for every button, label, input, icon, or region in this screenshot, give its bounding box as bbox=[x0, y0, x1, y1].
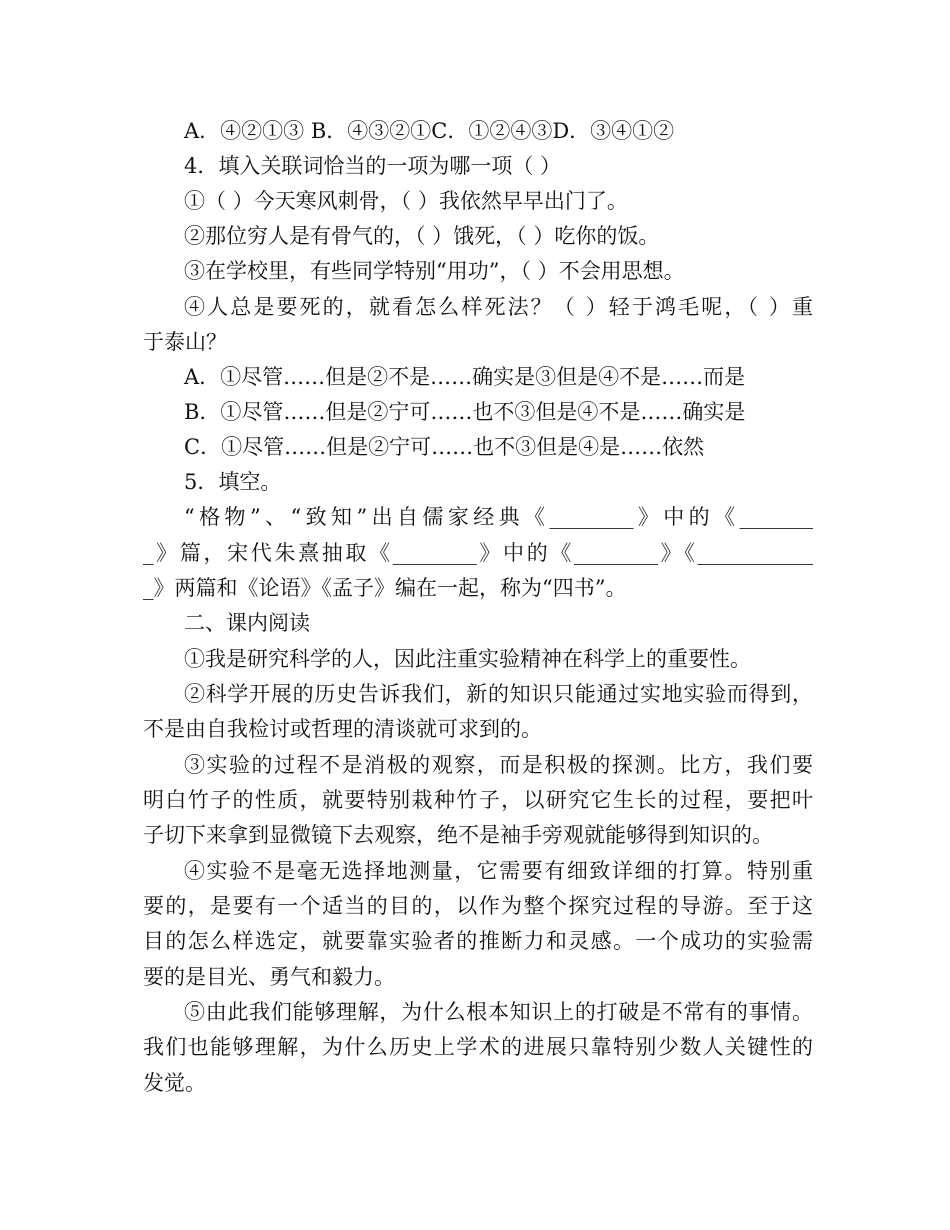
q4-item-1: ①（ ）今天寒风刺骨，（ ）我依然早早出门了。 bbox=[184, 189, 628, 213]
q4-option-b: B．①尽管……但是②宁可……也不③但是④不是……确实是 bbox=[184, 400, 746, 424]
q4-item-2: ②那位穷人是有骨气的，（ ）饿死，（ ）吃你的饭。 bbox=[184, 224, 660, 248]
q4-option-a: A．①尽管……但是②不是……确实是③但是④不是……而是 bbox=[184, 365, 746, 389]
passage-para-3-cont-2: 子切下来拿到显微镜下去观察，绝不是袖手旁观就能够得到知识的。 bbox=[143, 823, 773, 847]
section-heading: 二、课内阅读 bbox=[184, 611, 310, 635]
q4-item-4: ④人总是要死的，就看怎么样死法？（ ）轻于鸿毛呢，（ ）重 bbox=[184, 295, 813, 319]
q5-fill-line-1: “格物”、“致知”出自儒家经典《________》中的《_______ bbox=[184, 505, 813, 529]
q4-option-c: C．①尽管……但是②宁可……也不③但是④是……依然 bbox=[184, 435, 705, 459]
q4-item-4-cont: 于泰山？ bbox=[143, 330, 227, 354]
passage-para-4-cont-3: 要的是目光、勇气和毅力。 bbox=[143, 965, 395, 989]
passage-para-2: ②科学开展的历史告诉我们，新的知识只能通过实地实验而得到， bbox=[184, 682, 813, 706]
q5-fill-line-2: _》篇，宋代朱熹抽取《________》中的《________》《___________ bbox=[143, 541, 813, 565]
passage-para-2-cont: 不是由自我检讨或哲理的清谈就可求到的。 bbox=[143, 717, 542, 741]
passage-para-3-cont-1: 明白竹子的性质，就要特别栽种竹子，以研究它生长的过程，要把叶 bbox=[143, 788, 813, 812]
passage-para-4-cont-2: 目的怎么样选定，就要靠实验者的推断力和灵感。一个成功的实验需 bbox=[143, 929, 813, 953]
passage-para-4-cont-1: 要的，是要有一个适当的目的，以作为整个探究过程的导游。至于这 bbox=[143, 894, 813, 918]
passage-para-5: ⑤由此我们能够理解，为什么根本知识上的打破是不常有的事情。 bbox=[184, 1000, 813, 1024]
passage-para-1: ①我是研究科学的人，因此注重实验精神在科学上的重要性。 bbox=[184, 647, 751, 671]
passage-para-3: ③实验的过程不是消极的观察，而是积极的探测。比方，我们要 bbox=[184, 753, 813, 777]
q3-options: A．④②①③ B．④③②①C．①②④③D．③④①② bbox=[184, 119, 675, 143]
passage-para-5-cont-2: 发觉。 bbox=[143, 1071, 206, 1095]
q5-question: 5．填空。 bbox=[184, 470, 282, 494]
q4-question: 4．填入关联词恰当的一项为哪一项（ ） bbox=[184, 154, 562, 178]
passage-para-5-cont-1: 我们也能够理解，为什么历史上学术的进展只靠特别少数人关键性的 bbox=[143, 1035, 813, 1059]
q4-item-3: ③在学校里，有些同学特别“用功”，（ ）不会用思想。 bbox=[184, 259, 685, 283]
passage-para-4: ④实验不是毫无选择地测量，它需要有细致详细的打算。特别重 bbox=[184, 859, 813, 883]
q5-fill-line-3: _》两篇和《论语》《孟子》编在一起，称为“四书”。 bbox=[143, 576, 627, 600]
